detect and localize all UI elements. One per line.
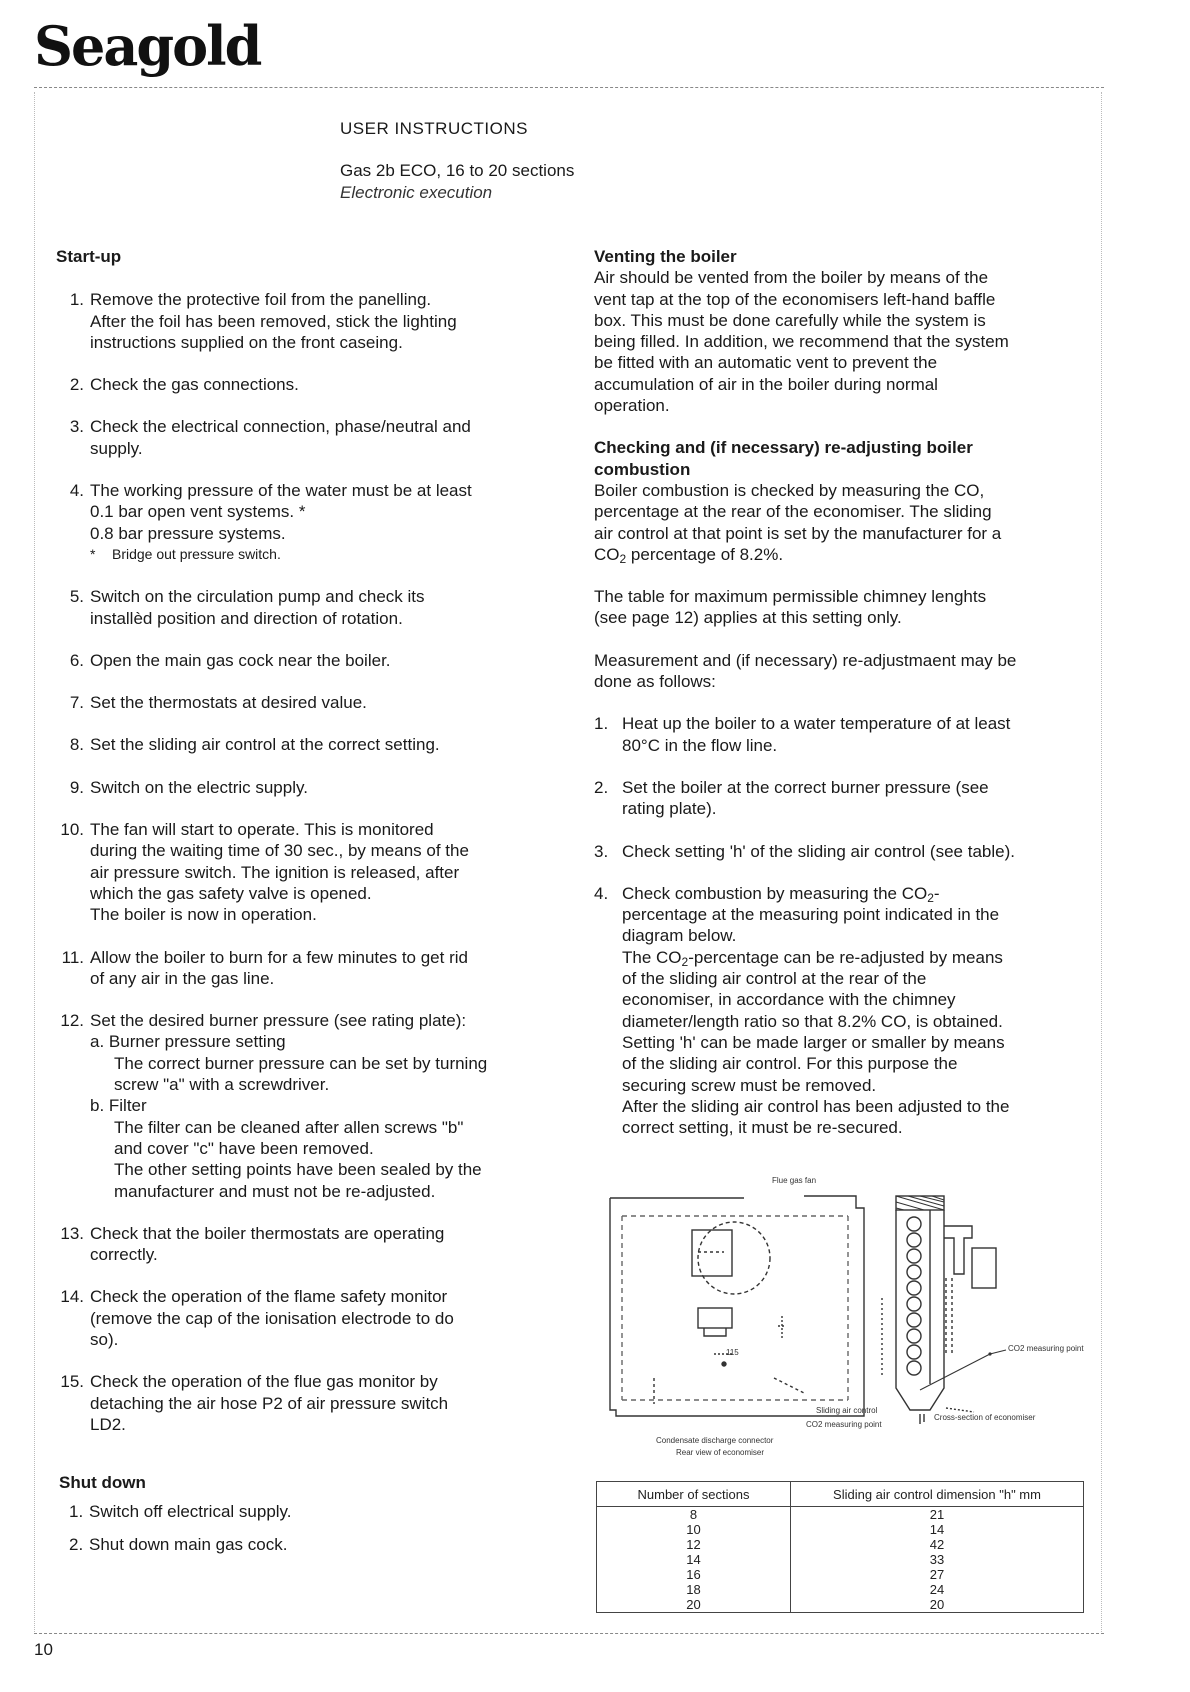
step-text: After the sliding air control has been adjusted to the [622, 1096, 1010, 1116]
combustion-steps [594, 713, 1094, 1138]
note-text: Bridge out pressure switch. [112, 545, 281, 562]
dimension-label: 115 [726, 1348, 739, 1357]
step-text: rating plate). [622, 799, 717, 819]
startup-step [56, 289, 556, 353]
step-text: installèd position and direction of rotation. [90, 608, 403, 628]
step-text: diameter/length ratio so that 8.2% CO, is obtained. [622, 1011, 1003, 1031]
startup-step [56, 777, 556, 798]
table-row [597, 1582, 1084, 1597]
text-line: being filled. In addition, we recommend that the system [594, 332, 1009, 352]
combustion-step [594, 883, 1094, 1139]
step-text: of the sliding air control at the rear of the [622, 969, 927, 989]
co2-text: The CO [622, 947, 682, 967]
table-row [597, 1597, 1084, 1613]
table-body [597, 1507, 1084, 1613]
sections-cell: 12 [597, 1537, 791, 1552]
startup-step [56, 734, 556, 755]
shutdown-step [59, 1501, 292, 1522]
co2-dash: - [933, 883, 940, 903]
co2-bottom-label: CO2 measuring point [806, 1420, 882, 1429]
text-line: operation. [594, 396, 670, 416]
burner-box [698, 1308, 732, 1328]
header-dimension: Sliding air control dimension "h" mm [791, 1482, 1084, 1507]
document-title: USER INSTRUCTIONS [340, 119, 528, 138]
table-header-row [597, 1482, 1084, 1507]
text-line: Checking and (if necessary) re-adjusting boiler [594, 438, 973, 458]
step-number: 1. [69, 290, 84, 310]
step-text: Heat up the boiler to a water temperature of at least [622, 714, 1011, 734]
text-line: done as follows: [594, 672, 716, 692]
step-text: economiser, in accordance with the chimney [622, 990, 956, 1010]
co2-subscript: 2 [927, 890, 934, 905]
step-text: Allow the boiler to burn for a few minutes to get rid [90, 947, 468, 967]
step-number: 4. [594, 883, 609, 903]
step-text: Check the operation of the flame safety monitor [90, 1287, 448, 1307]
sections-cell: 14 [597, 1552, 791, 1567]
model-name: Gas 2b ECO, 16 to 20 sections [340, 161, 575, 180]
step-text: correct setting, it must be re-secured. [622, 1118, 903, 1138]
co2-line: $CO_2$ percentage of 8.2%. [594, 544, 784, 566]
shutdown-section [59, 1472, 292, 1566]
combustion-section [594, 437, 1094, 565]
step-text: Set the desired burner pressure (see rating plate): [90, 1011, 467, 1031]
text-line: Measurement and (if necessary) re-adjustmaent may be [594, 650, 1017, 670]
brand-logo: Seagold [34, 14, 261, 78]
text-line: Boiler combustion is checked by measuring the CO, [594, 480, 985, 500]
step-text: Remove the protective foil from the panelling. [90, 290, 432, 310]
startup-step [56, 480, 556, 565]
flue-spigot [944, 1226, 972, 1274]
step-number: 1. [594, 714, 609, 734]
step-text: instructions supplied on the front caseing. [90, 332, 403, 352]
table-note [594, 586, 1094, 629]
text-line: accumulation of air in the boiler during normal [594, 374, 938, 394]
note-star: * [90, 545, 96, 562]
step-text [622, 947, 1094, 968]
step-text: The fan will start to operate. This is monitored [90, 820, 434, 840]
startup-section [56, 246, 556, 1456]
step-text: Switch on the electric supply. [90, 777, 308, 797]
economiser-body [896, 1210, 944, 1410]
step-text: (remove the cap of the ionisation electrode to do [90, 1308, 454, 1328]
measure-note [594, 650, 1094, 693]
sections-cell: 10 [597, 1522, 791, 1537]
substep-text: manufacturer and must not be re-adjusted. [114, 1181, 436, 1201]
startup-step [56, 947, 556, 990]
combustion-text [594, 480, 1094, 544]
document-heading [340, 118, 574, 204]
rear-view-label: Rear view of economiser [676, 1448, 765, 1457]
step-text: air pressure switch. The ignition is released, after [90, 862, 460, 882]
step-number: 2. [69, 375, 84, 395]
flue-fan-label: Flue gas fan [772, 1176, 817, 1185]
step-number: 11. [61, 947, 84, 967]
step-number: 15. [60, 1372, 84, 1392]
text-line: percentage at the rear of the economiser. The sliding [594, 502, 992, 522]
startup-step [56, 1223, 556, 1266]
table-row [597, 1537, 1084, 1552]
step-text: supply. [90, 438, 143, 458]
text-line: air control at that point is set by the manufacturer for a [594, 523, 1002, 543]
combustion-step [594, 777, 1094, 820]
step-number: 1. [69, 1502, 84, 1522]
step-text: securing screw must be removed. [622, 1075, 877, 1095]
cross-section-label: Cross-section of economiser [934, 1413, 1036, 1422]
step-text: The boiler is now in operation. [90, 905, 317, 925]
step-text: diagram below. [622, 926, 737, 946]
step-text: which the gas safety valve is opened. [90, 883, 372, 903]
text-line: vent tap at the top of the economisers left-hand baffle [594, 289, 996, 309]
right-column [594, 246, 1094, 1159]
startup-step [56, 416, 556, 459]
step-text: of any air in the gas line. [90, 968, 275, 988]
text-line: (see page 12) applies at this setting only. [594, 608, 902, 628]
step-text: Check the gas connections. [90, 375, 299, 395]
step-text [622, 883, 1094, 904]
step-text: LD2. [90, 1414, 126, 1434]
execution-type: Electronic execution [340, 183, 493, 202]
economiser-diagram [594, 1178, 1094, 1458]
text-line: Air should be vented from the boiler by means of the [594, 268, 989, 288]
step-text: Setting 'h' can be made larger or smaller by means [622, 1032, 1005, 1052]
co2-point-label: CO2 measuring point [1008, 1344, 1084, 1353]
step-text: Open the main gas cock near the boiler. [90, 650, 391, 670]
startup-step [56, 650, 556, 671]
step-text: Check that the boiler thermostats are operating [90, 1223, 445, 1243]
startup-step [56, 1286, 556, 1350]
step-note [90, 544, 556, 565]
text-line: combustion [594, 459, 691, 479]
table-row [597, 1507, 1084, 1523]
substep-text: and cover "c" have been removed. [114, 1138, 374, 1158]
page-number: 10 [34, 1640, 53, 1659]
step-text: Check the electrical connection, phase/neutral and [90, 417, 471, 437]
step-number: 3. [69, 417, 84, 437]
text-line: box. This must be done carefully while the system is [594, 310, 986, 330]
substep-text: The other setting points have been sealed by the [114, 1160, 482, 1180]
shutdown-title: Shut down [59, 1473, 146, 1492]
step-number: 9. [69, 777, 84, 797]
dimension-cell: 27 [791, 1567, 1084, 1582]
venting-text [594, 267, 1094, 416]
combustion-step [594, 841, 1094, 862]
substep-label: a. Burner pressure setting [90, 1032, 286, 1052]
substep-text: screw "a" with a screwdriver. [114, 1075, 330, 1095]
step-text: during the waiting time of 30 sec., by means of the [90, 841, 469, 861]
top-rule [34, 87, 1104, 88]
right-margin-line [1101, 92, 1102, 1632]
co2-text: -percentage can be re-adjusted by means [688, 947, 1003, 967]
step-text: Set the sliding air control at the correct setting. [90, 735, 440, 755]
step-number: 3. [594, 841, 609, 861]
flue-outlet [972, 1248, 996, 1288]
step-number: 8. [69, 735, 84, 755]
step-number: 5. [69, 587, 84, 607]
step-text: Switch on the circulation pump and check its [90, 587, 425, 607]
flue-gas-fan-housing [692, 1230, 732, 1276]
startup-step [56, 1010, 556, 1202]
co2-text: Check combustion by measuring the CO [622, 883, 928, 903]
startup-step [56, 374, 556, 395]
step-number: 10. [60, 820, 84, 840]
text-line: The table for maximum permissible chimney lenghts [594, 587, 987, 607]
step-text: Check the operation of the flue gas monitor by [90, 1372, 438, 1392]
step-number: 12. [60, 1011, 84, 1031]
step-text: The working pressure of the water must be at least [90, 481, 472, 501]
step-text: Shut down main gas cock. [89, 1534, 288, 1554]
header-sections: Number of sections [597, 1482, 791, 1507]
step-number: 2. [69, 1534, 84, 1554]
startup-step [56, 819, 556, 925]
dimension-cell: 20 [791, 1597, 1084, 1613]
step-text: of the sliding air control. For this purpose the [622, 1054, 958, 1074]
startup-step [56, 692, 556, 713]
table-row [597, 1522, 1084, 1537]
step-text: percentage at the measuring point indicated in the [622, 905, 1000, 925]
step-text: Check setting 'h' of the sliding air control (see table). [622, 841, 1015, 861]
step-text: Set the thermostats at desired value. [90, 693, 367, 713]
dimension-cell: 24 [791, 1582, 1084, 1597]
startup-steps [56, 289, 556, 1435]
substep-text: The correct burner pressure can be set by turning [114, 1053, 488, 1073]
step-number: 13. [60, 1223, 84, 1243]
co2-subscript: 2 [681, 954, 689, 969]
step-number: 4. [69, 481, 84, 501]
shutdown-steps [59, 1501, 292, 1555]
sections-cell: 8 [597, 1507, 791, 1523]
economiser-tubes [907, 1217, 921, 1375]
dimension-cell: 42 [791, 1537, 1084, 1552]
left-margin-line [34, 92, 35, 1632]
step-text: correctly. [90, 1245, 158, 1265]
step-number: 6. [69, 650, 84, 670]
startup-title: Start-up [56, 247, 122, 266]
dimension-cell: 33 [791, 1552, 1084, 1567]
step-number: 7. [69, 693, 84, 713]
step-text: detaching the air hose P2 of air pressure switch [90, 1393, 449, 1413]
substep-label: b. Filter [90, 1096, 147, 1116]
venting-title: Venting the boiler [594, 247, 737, 266]
rear-view-outline [610, 1196, 864, 1416]
condensate-label: Condensate discharge connector [656, 1436, 774, 1445]
table-row [597, 1552, 1084, 1567]
step-text: 0.8 bar pressure systems. [90, 523, 286, 543]
dimension-cell: 14 [791, 1522, 1084, 1537]
step-number: 14. [60, 1287, 84, 1307]
step-text: 0.1 bar open vent systems. * [90, 502, 306, 522]
startup-step [56, 586, 556, 629]
shutdown-step [59, 1534, 292, 1555]
step-text: Switch off electrical supply. [89, 1502, 292, 1522]
step-number: 2. [594, 777, 609, 797]
dimension-cell: 21 [791, 1507, 1084, 1523]
step-text: so). [90, 1329, 119, 1349]
sections-cell: 18 [597, 1582, 791, 1597]
substep-text: The filter can be cleaned after allen screws "b" [114, 1117, 464, 1137]
step-text: After the foil has been removed, stick the lighting [90, 311, 457, 331]
sections-cell: 16 [597, 1567, 791, 1582]
combustion-title [594, 437, 1094, 480]
text-line: be fitted with an automatic vent to prevent the [594, 353, 938, 373]
venting-section [594, 246, 1094, 416]
combustion-step [594, 713, 1094, 756]
sections-dimension-table [596, 1481, 1084, 1613]
step-text: 80°C in the flow line. [622, 735, 778, 755]
sliding-control-label: Sliding air control [816, 1406, 878, 1415]
table-row [597, 1567, 1084, 1582]
startup-step [56, 1371, 556, 1435]
step-text: Set the boiler at the correct burner pressure (see [622, 777, 989, 797]
sections-cell: 20 [597, 1597, 791, 1613]
bottom-rule [34, 1633, 1104, 1634]
